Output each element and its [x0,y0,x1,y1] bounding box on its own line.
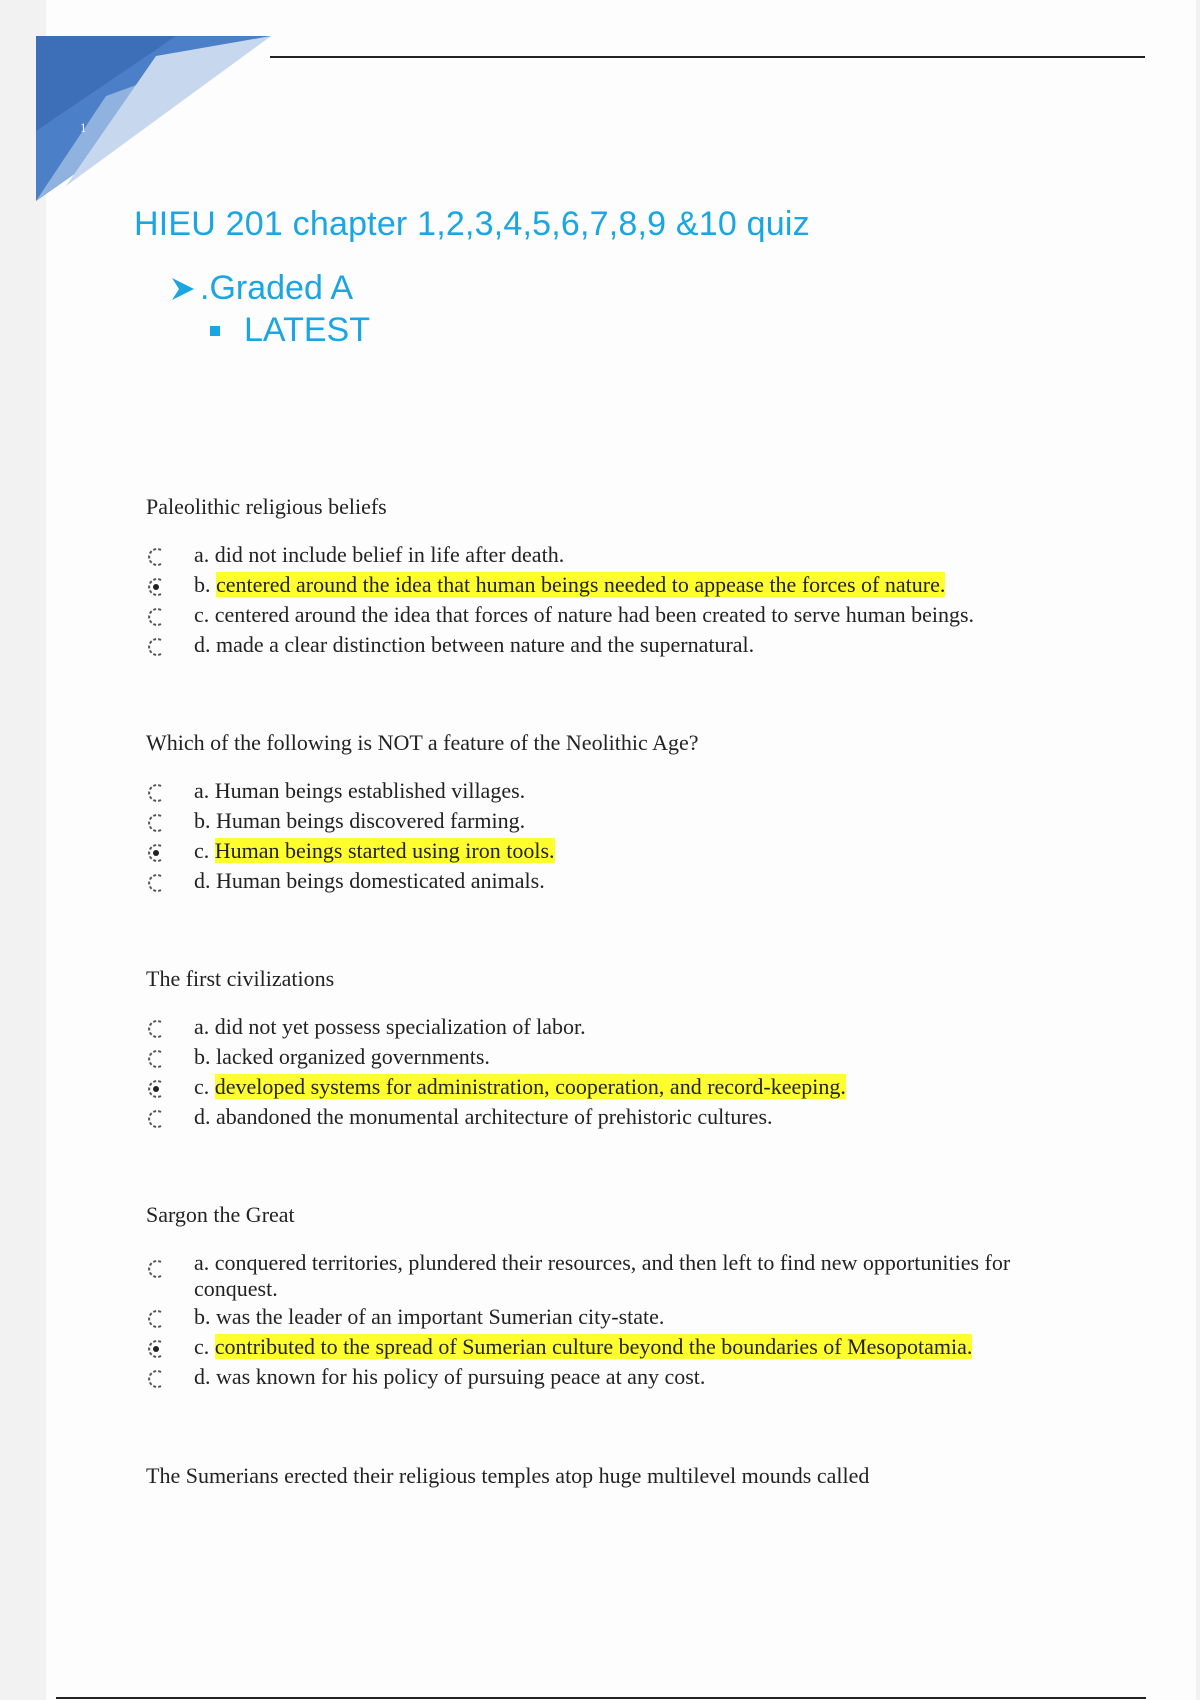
option-text: conquered territories, plundered their resources, and then left to find new opportunities for conquest. [194,1250,1011,1301]
option-text: centered around the idea that forces of nature had been created to serve human beings. [214,602,975,627]
question-3 [146,966,1106,1132]
radio-unselected-icon[interactable] [146,1048,166,1070]
option-letter: c. [194,1074,210,1099]
option-d[interactable] [146,1102,1106,1132]
option-letter: b. [194,572,211,597]
option-letter: b. [194,808,211,833]
option-a[interactable] [146,1248,1106,1302]
radio-selected-icon[interactable] [146,576,166,598]
radio-unselected-icon[interactable] [146,1108,166,1130]
radio-selected-icon[interactable] [146,1078,166,1100]
header-rule [270,56,1145,58]
radio-unselected-icon[interactable] [146,636,166,658]
question-prompt: Sargon the Great [146,1202,295,1227]
radio-unselected-icon[interactable] [146,812,166,834]
option-letter: c. [194,602,210,627]
page-number: 1 [80,120,87,135]
question-5 [146,1463,1106,1489]
highlighted-answer: contributed to the spread of Sumerian culture beyond the boundaries of Mesopotamia. [214,1334,973,1359]
option-letter: a. [194,778,210,803]
option-c[interactable] [146,1332,1106,1362]
option-d[interactable] [146,1362,1106,1392]
corner-decoration [36,36,271,201]
square-bullet-icon [210,326,220,336]
radio-selected-icon[interactable] [146,842,166,864]
option-list [146,776,1106,896]
option-text: did not include belief in life after death. [214,542,565,567]
option-text: Human beings discovered farming. [216,808,526,833]
option-c[interactable] [146,1072,1106,1102]
option-c[interactable] [146,836,1106,866]
arrow-bullet-icon [172,276,194,302]
option-text: abandoned the monumental architecture of prehistoric cultures. [216,1104,773,1129]
option-letter: d. [194,868,211,893]
title-block [134,205,810,349]
option-a[interactable] [146,540,1106,570]
option-d[interactable] [146,630,1106,660]
option-letter: a. [194,542,210,567]
option-letter: b. [194,1304,211,1329]
question-4 [146,1202,1106,1392]
option-letter: c. [194,838,210,863]
title-bullet-graded [172,269,353,308]
radio-unselected-icon[interactable] [146,1308,166,1330]
document-title: HIEU 201 chapter 1,2,3,4,5,6,7,8,9 &10 quiz [134,205,810,243]
option-text: Human beings domesticated animals. [216,868,545,893]
option-text: was the leader of an important Sumerian city-state. [216,1304,665,1329]
question-prompt: Paleolithic religious beliefs [146,494,387,519]
radio-selected-icon[interactable] [146,1338,166,1360]
option-letter: d. [194,1364,211,1389]
option-letter: d. [194,632,211,657]
option-b[interactable] [146,570,1106,600]
question-prompt: The Sumerians erected their religious temples atop huge multilevel mounds called [146,1463,870,1488]
radio-unselected-icon[interactable] [146,782,166,804]
option-text: Human beings established villages. [214,778,526,803]
option-letter: d. [194,1104,211,1129]
latest-label: LATEST [244,311,370,349]
radio-unselected-icon[interactable] [146,872,166,894]
option-c[interactable] [146,600,1106,630]
option-text: did not yet possess specialization of labor. [214,1014,586,1039]
option-text: made a clear distinction between nature and the supernatural. [216,632,755,657]
graded-label: .Graded A [200,269,354,307]
question-prompt: The first civilizations [146,966,335,991]
option-d[interactable] [146,866,1106,896]
option-letter: a. [194,1014,210,1039]
option-text: was known for his policy of pursuing peace at any cost. [216,1364,706,1389]
question-2 [146,730,1106,896]
radio-unselected-icon[interactable] [146,1258,166,1280]
option-b[interactable] [146,1042,1106,1072]
question-prompt: Which of the following is NOT a feature of the Neolithic Age? [146,730,699,755]
title-bullet-latest [210,311,370,350]
option-a[interactable] [146,1012,1106,1042]
option-list [146,1248,1106,1392]
footer-rule [56,1697,1146,1699]
highlighted-answer: centered around the idea that human beings needed to appease the forces of nature. [216,572,946,597]
highlighted-answer: Human beings started using iron tools. [214,838,555,863]
highlighted-answer: developed systems for administration, cooperation, and record-keeping. [214,1074,846,1099]
radio-unselected-icon[interactable] [146,1018,166,1040]
option-letter: b. [194,1044,211,1069]
radio-unselected-icon[interactable] [146,1368,166,1390]
option-list [146,1012,1106,1132]
option-a[interactable] [146,776,1106,806]
option-b[interactable] [146,806,1106,836]
radio-unselected-icon[interactable] [146,546,166,568]
question-1 [146,494,1106,660]
option-letter: a. [194,1250,210,1275]
option-text: lacked organized governments. [216,1044,490,1069]
radio-unselected-icon[interactable] [146,606,166,628]
option-letter: c. [194,1334,210,1359]
option-b[interactable] [146,1302,1106,1332]
option-list [146,540,1106,660]
